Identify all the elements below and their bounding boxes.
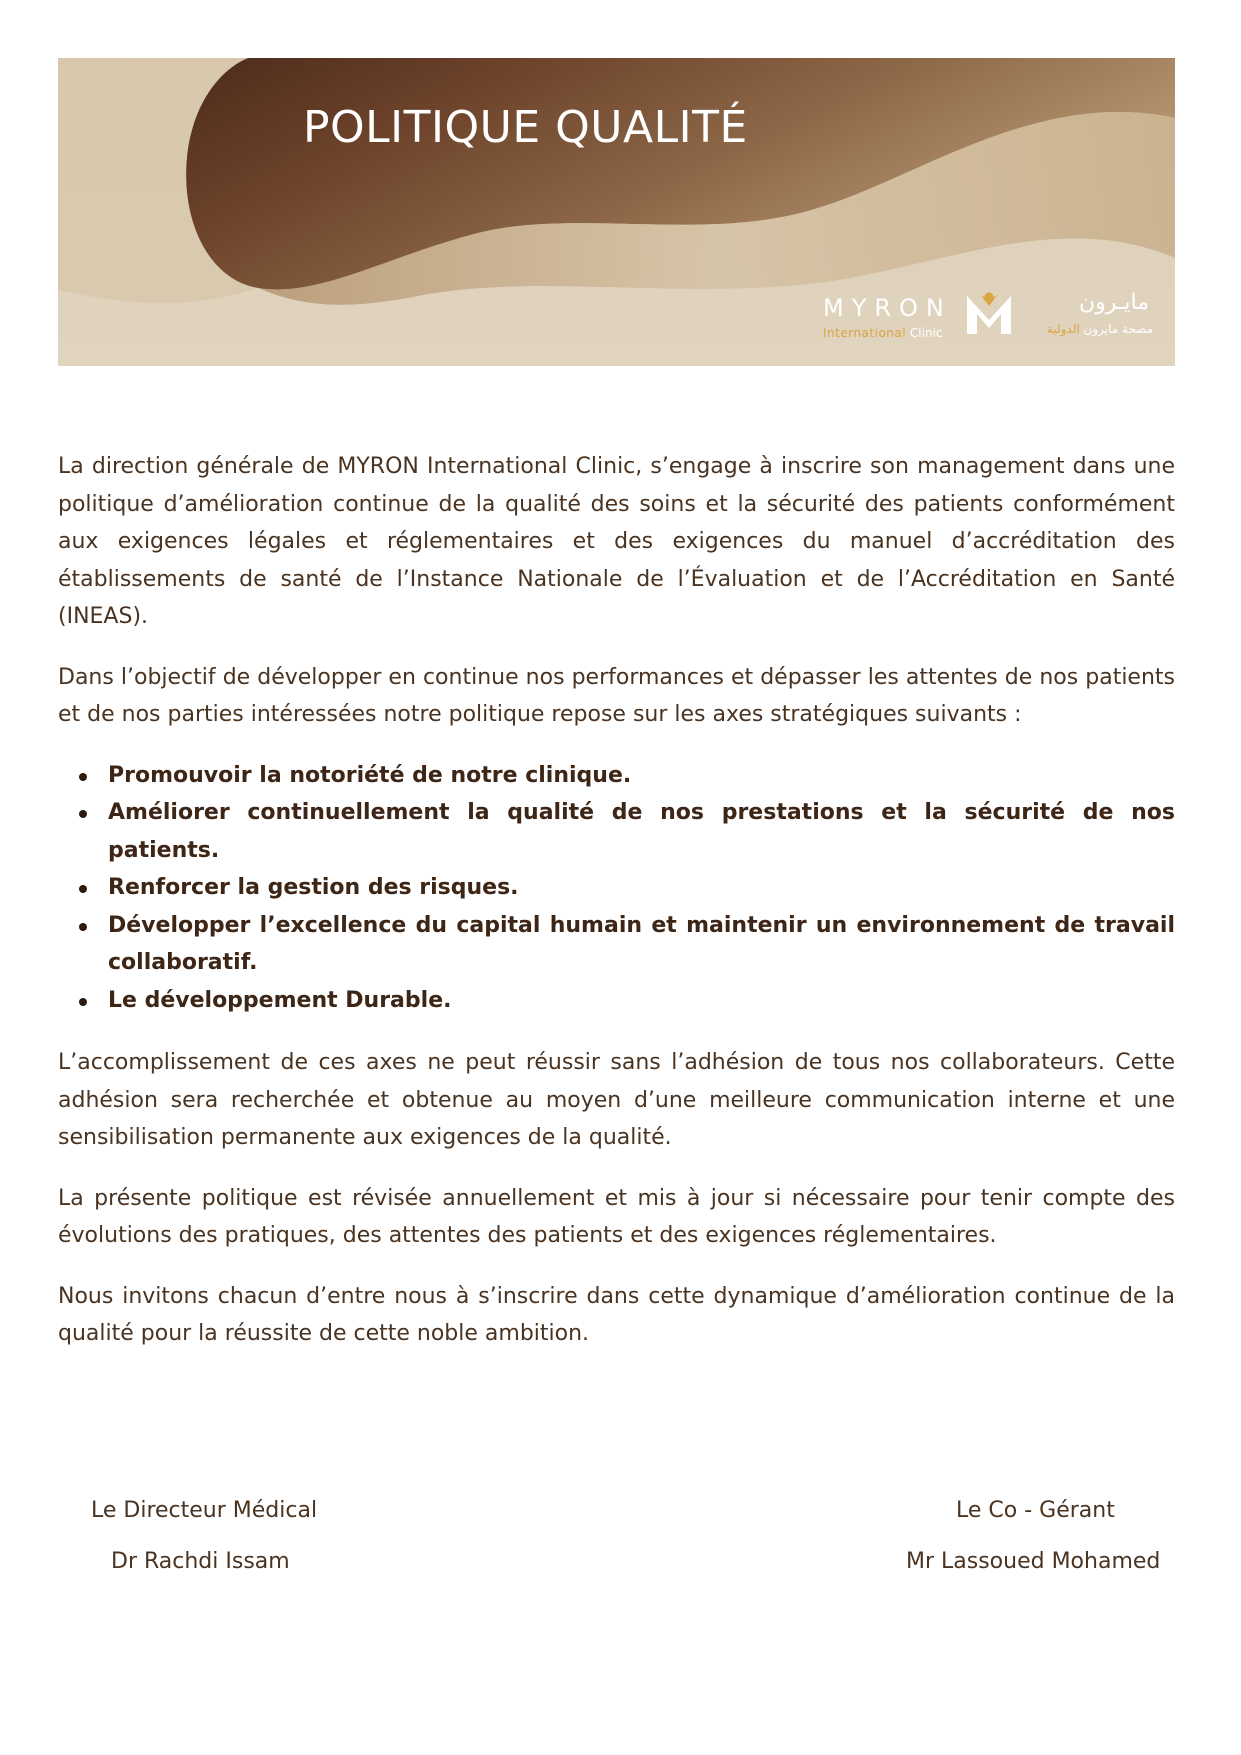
logo-wordmark: MYRON [823, 294, 952, 322]
page-title: POLITIQUE QUALITÉ [303, 102, 748, 153]
axis-text: Améliorer continuellement la qualité de nos prestations et la sécurité de nos patients. [108, 800, 1175, 863]
logo-arabic-sub-gold: الدولية [1046, 322, 1080, 336]
logo-arabic-sub-white: مصحة مايرون [1083, 322, 1153, 336]
bullet-icon [79, 923, 87, 931]
bullet-icon [79, 998, 87, 1006]
strategic-axes-list [58, 757, 1175, 1020]
logo-subtitle [823, 326, 943, 340]
bullet-icon [79, 773, 87, 781]
axis-text: Le développement Durable. [108, 987, 452, 1013]
axis-text: Renforcer la gestion des risques. [108, 875, 519, 900]
revision-paragraph: La présente politique est révisée annuellement et mis à jour si nécessaire pour tenir compte des évolutions des pratiques, des attentes des patients et des exigences réglementaires. [58, 1185, 1175, 1248]
policy-content [58, 448, 1175, 1376]
list-item [108, 869, 1175, 907]
logo-arabic-subtitle [1047, 322, 1153, 336]
signature-left-role: Le Directeur Médical [91, 1498, 318, 1523]
list-item [108, 757, 1175, 795]
header-banner [58, 58, 1175, 366]
signature-left-name: Dr Rachdi Issam [111, 1549, 290, 1574]
axis-text: Développer l’excellence du capital humain et maintenir un environnement de travail collaboratif. [108, 912, 1175, 975]
list-item [108, 982, 1175, 1020]
commitment-paragraph: L’accomplissement de ces axes ne peut réussir sans l’adhésion de tous nos collaborateurs. Cette adhésion sera recherchée et obtenue au moyen d’une meilleure communication interne et une sensibilisation permanente aux exigences de la qualité. [58, 1050, 1175, 1150]
logo-arabic-name: مايـرون [1079, 290, 1149, 315]
invitation-paragraph: Nous invitons chacun d’entre nous à s’inscrire dans cette dynamique d’amélioration continue de la qualité pour la réussite de cette noble ambition. [58, 1283, 1175, 1346]
axis-text: Promouvoir la notoriété de notre clinique. [108, 762, 632, 788]
signature-right-name: Mr Lassoued Mohamed [906, 1549, 1161, 1574]
list-item [108, 794, 1175, 869]
myron-m-logo-icon [963, 290, 1015, 336]
objective-paragraph: Dans l’objectif de développer en continue nos performances et dépasser les attentes de nos patients et de nos parties intéressées notre politique repose sur les axes stratégiques suivants : [58, 664, 1175, 727]
signature-right-role: Le Co - Gérant [956, 1498, 1115, 1523]
logo-subtitle-international: International [823, 326, 907, 340]
myron-logo [823, 290, 1153, 350]
logo-subtitle-clinic: Clinic [909, 326, 943, 340]
bullet-icon [79, 885, 87, 893]
intro-paragraph: La direction générale de MYRON International Clinic, s’engage à inscrire son management dans une politique d’amélioration continue de la qualité des soins et la sécurité des patients conformément aux exigences légales et réglementaires et des exigences du manuel d’accréditation des établissements de santé de l’Instance Nationale de l’Évaluation et de l’Accréditation en Santé (INEAS). [58, 454, 1175, 629]
bullet-icon [79, 810, 87, 818]
list-item [108, 907, 1175, 982]
